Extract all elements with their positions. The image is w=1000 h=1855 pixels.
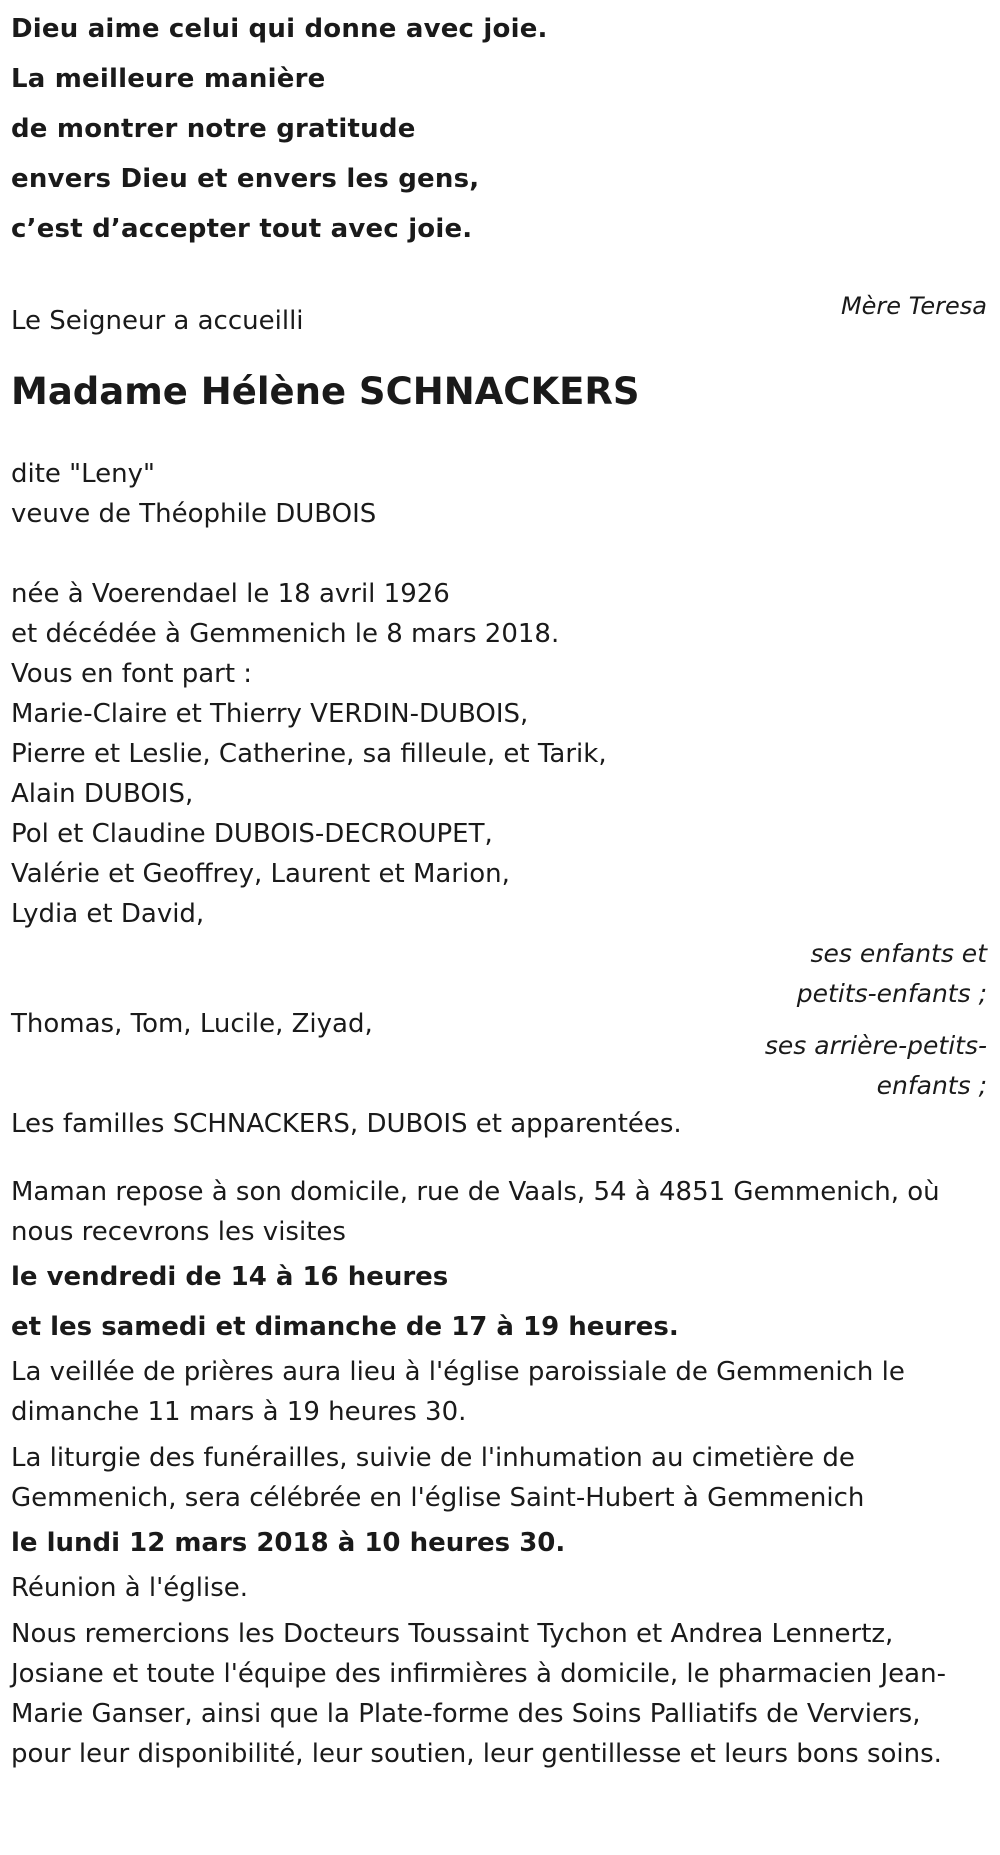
role-line: ses enfants et <box>810 939 987 968</box>
intro-text: Le Seigneur a accueilli <box>11 306 304 336</box>
birth-info: née à Voerendael le 18 avril 1926 <box>11 579 450 609</box>
meeting-text: Réunion à l'église. <box>11 1573 249 1603</box>
funeral-text: La liturgie des funérailles, suivie de l'inhumation au cimetière de Gemmenich, sera célébrée en l'église Saint-Hubert à Gemmenich <box>11 1443 865 1513</box>
announce-line: Vous en font part : <box>11 659 253 689</box>
widow-of: veuve de Théophile DUBOIS <box>11 499 377 529</box>
role-line: enfants ; <box>876 1071 987 1100</box>
intro-row <box>11 254 987 334</box>
children-role <box>11 934 987 1014</box>
quote-line: c’est d’accepter tout avec joie. <box>11 214 473 244</box>
role-line: ses arrière-petits- <box>764 1031 987 1060</box>
list-item: Marie-Claire et Thierry VERDIN-DUBOIS, <box>11 699 529 729</box>
quote-line: Dieu aime celui qui donne avec joie. <box>11 14 548 44</box>
death-info: et décédée à Gemmenich le 8 mars 2018. <box>11 619 560 649</box>
list-item: Pol et Claudine DUBOIS-DECROUPET, <box>11 819 493 849</box>
visits-friday: le vendredi de 14 à 16 heures <box>11 1262 449 1292</box>
visits-text: Maman repose à son domicile, rue de Vaals, 54 à 4851 Gemmenich, où nous recevrons les visites <box>11 1177 940 1247</box>
deceased-name: Madame Hélène SCHNACKERS <box>11 370 640 413</box>
list-item: Pierre et Leslie, Catherine, sa filleule, et Tarik, <box>11 739 607 769</box>
obituary-document <box>11 0 987 1774</box>
quote-line: La meilleure manière <box>11 64 326 94</box>
alias: dite "Leny" <box>11 459 155 489</box>
list-item: Alain DUBOIS, <box>11 779 194 809</box>
role-line: petits-enfants ; <box>796 979 987 1008</box>
children-list <box>11 694 987 934</box>
quote-author: Mère Teresa <box>840 292 987 320</box>
list-item: Lydia et David, <box>11 899 205 929</box>
visits-weekend: et les samedi et dimanche de 17 à 19 heures. <box>11 1312 679 1342</box>
quote-block <box>11 4 987 254</box>
vigil-text: La veillée de prières aura lieu à l'église paroissiale de Gemmenich le dimanche 11 mars à 19 heures 30. <box>11 1357 905 1427</box>
families-line: Les familles SCHNACKERS, DUBOIS et apparentées. <box>11 1109 682 1139</box>
great-grandchildren: Thomas, Tom, Lucile, Ziyad, <box>11 1009 373 1039</box>
list-item: Valérie et Geoffrey, Laurent et Marion, <box>11 859 510 889</box>
quote-line: de montrer notre gratitude <box>11 114 416 144</box>
funeral-date: le lundi 12 mars 2018 à 10 heures 30. <box>11 1528 566 1558</box>
quote-line: envers Dieu et envers les gens, <box>11 164 480 194</box>
thanks-text: Nous remercions les Docteurs Toussaint Tychon et Andrea Lennertz, Josiane et toute l'équipe des infirmières à domicile, le pharmacien Jean-Marie Ganser, ainsi que la Plate-forme des Soins Palliatifs de Verviers, pour leur disponibilité, leur soutien, leur gentillesse et leurs bons soins. <box>11 1619 946 1769</box>
